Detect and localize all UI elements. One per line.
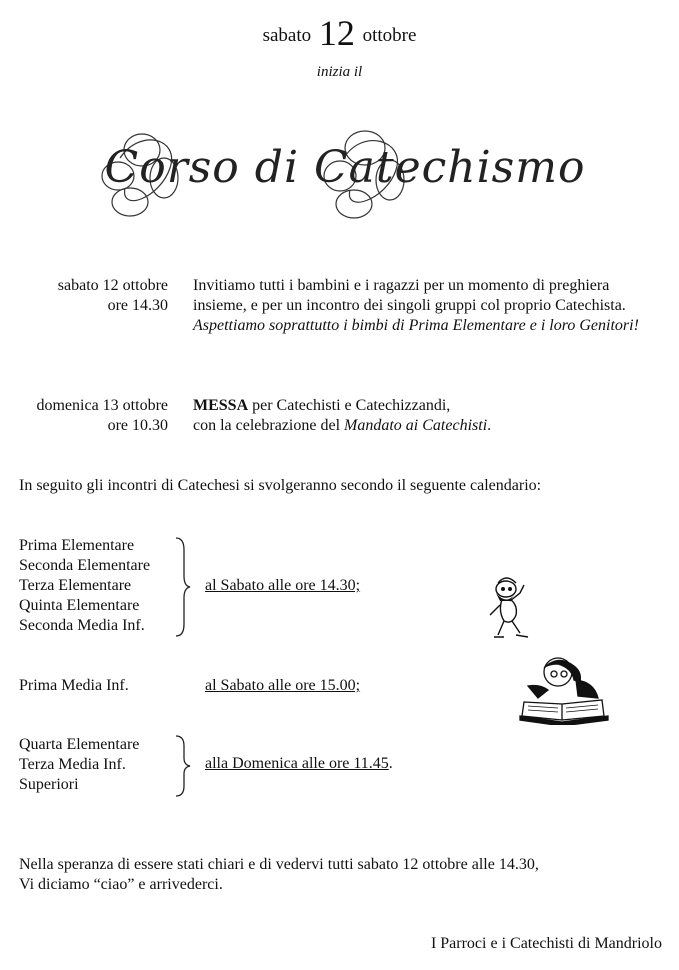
waving-figure-image [480,575,544,645]
closing-line1: Nella speranza di essere stati chiari e di vedervi tutti sabato 12 ottobre alle 14.30, [19,856,539,873]
group3-when-wrap [205,754,393,774]
group3-item: Superiori [19,776,79,793]
group2-item: Prima Media Inf. [19,677,129,694]
header-date [0,12,679,54]
event2-rest: per Catechisti e Catechizzandi, [248,397,451,414]
starts-label: inizia il [316,64,363,80]
event2-text [193,396,663,436]
closing-line2: Vi diciamo “ciao” e arrivederci. [19,876,223,893]
signature: I Parroci e i Catechisti di Mandriolo [430,935,662,952]
group2-when: al Sabato alle ore 15.00; [205,677,361,694]
group1-item: Quinta Elementare [19,597,140,614]
group1-list [19,536,189,636]
event1-description: Invitiamo tutti i bambini e i ragazzi per un momento di preghiera insieme, e per un incontro dei singoli gruppi col proprio Catechista. [193,277,626,314]
event1-day: sabato 12 ottobre [57,277,168,294]
closing-text [19,855,669,895]
event2-line2-suffix: . [487,417,492,434]
date-prefix: sabato [262,25,312,46]
group3-item: Terza Media Inf. [19,756,126,773]
event1-text [193,276,663,336]
title-text: Corso di Catechismo [104,142,586,193]
group1-item: Terza Elementare [19,577,132,594]
event2-time: ore 10.30 [107,417,168,434]
group1-item: Seconda Elementare [19,557,151,574]
calendar-intro: In seguito gli incontri di Catechesi si svolgeranno secondo il seguente calendario: [19,477,542,494]
reader-with-book-image [518,650,610,725]
group1-brace [172,536,192,638]
date-day: 12 [318,13,355,53]
group3-brace [172,734,192,798]
event2-day: domenica 13 ottobre [36,397,168,414]
group1-when: al Sabato alle ore 14.30; [205,577,361,594]
group3-suffix: . [388,755,393,772]
date-month: ottobre [362,25,417,46]
group3-list [19,735,189,795]
course-title [100,118,590,228]
event2-line2-prefix: con la celebrazione del [193,417,345,434]
event1-time: ore 14.30 [107,297,168,314]
event2-mass: MESSA [193,397,249,414]
group3-when: alla Domenica alle ore 11.45 [205,755,389,772]
group1-item: Seconda Media Inf. [19,617,145,634]
event2-mandate: Mandato ai Catechisti [344,417,488,434]
group3-item: Quarta Elementare [19,736,140,753]
group1-item: Prima Elementare [19,537,135,554]
event1-note: Aspettiamo soprattutto i bimbi di Prima Elementare e i loro Genitori! [193,317,639,334]
